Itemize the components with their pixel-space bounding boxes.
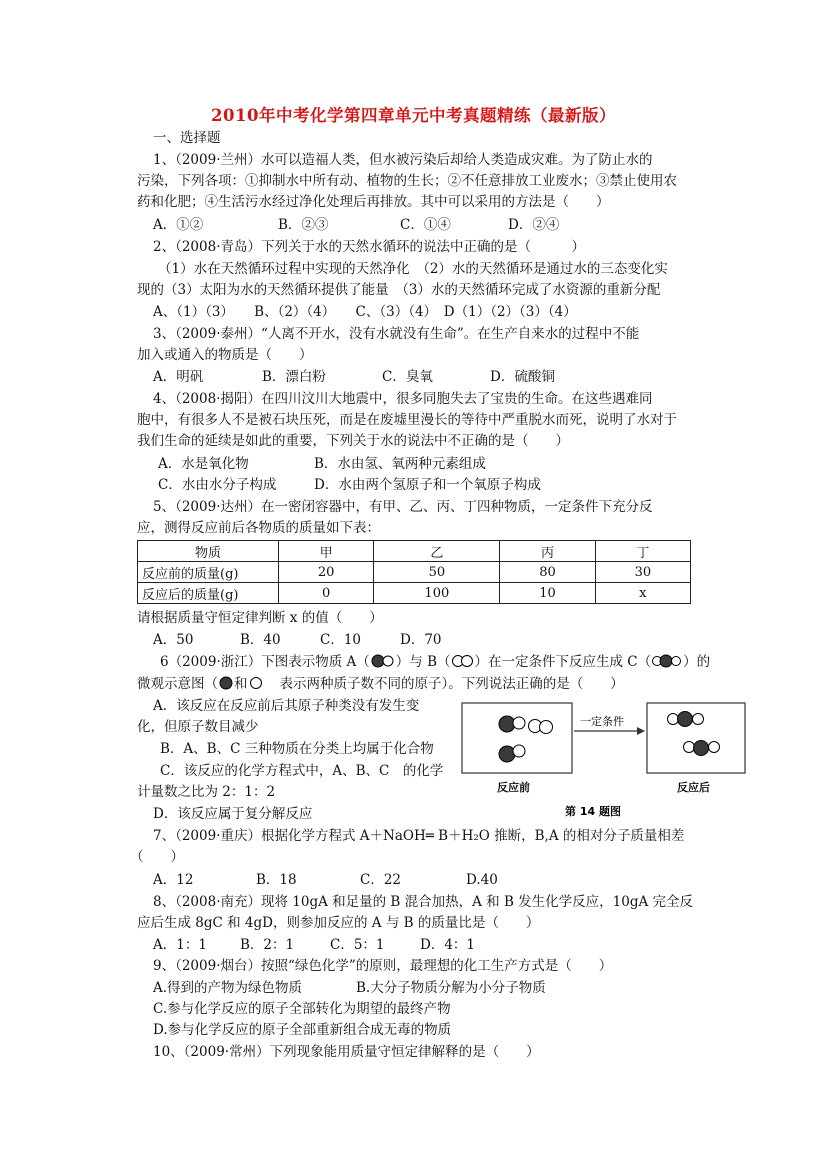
- q4-option-c: C．水由水分子构成: [158, 477, 277, 493]
- before-box: [462, 703, 572, 773]
- table-cell: 30: [595, 562, 690, 583]
- table-header-cell: 甲: [279, 541, 374, 562]
- q6-option-a: A．该反应在反应前后其原子种类没有发生变: [153, 698, 420, 714]
- q7-option-d: D.40: [466, 872, 498, 888]
- table-cell: x: [595, 583, 690, 604]
- table-header-row: [138, 541, 691, 562]
- arrow-label: 一定条件: [580, 715, 624, 728]
- section-heading: 一、选择题: [153, 130, 221, 146]
- q6-text: ）的: [683, 654, 711, 670]
- q2-line: 现的（3）太阳为水的天然循环提供了能量 （3）水的天然循环完成了水资源的重新分配: [137, 282, 661, 298]
- figure-caption: 第 14 题图: [565, 805, 621, 818]
- q4-option-d: D．水由两个氢原子和一个氧原子构成: [314, 477, 541, 493]
- q4-line: 4、（2008·揭阳）在四川汶川大地震中，很多同胞失去了宝贵的生命。在这些遇难同: [153, 391, 653, 407]
- q6-option-a-cont: 化，但原子数目减少: [137, 719, 259, 735]
- q9-option-c: C.参与化学反应的原子全部转化为期望的最终产物: [153, 1001, 451, 1017]
- q1-option-d: D．②④: [508, 217, 560, 233]
- q9-option-a: A.得到的产物为绿色物质: [153, 980, 303, 996]
- q5-option-d: D．70: [400, 632, 442, 648]
- q6-option-d: D．该反应属于复分解反应: [153, 806, 313, 822]
- q2-line: （1）水在天然循环过程中实现的天然净化 （2）水的天然循环是通过水的三态变化实: [158, 261, 668, 277]
- q3-line: 3、（2009·泰州）“人离不开水，没有水就没有生命”。在生产自来水的过程中不能: [153, 326, 640, 342]
- table-header-cell: 丙: [500, 541, 595, 562]
- page-title: 2010年中考化学第四章单元中考真题精练（最新版）: [211, 106, 616, 125]
- q8-option-c: C．5：1: [330, 937, 385, 953]
- molecule-c-icon: [651, 654, 683, 668]
- q3-option-d: D．硫酸铜: [490, 369, 555, 385]
- q10-line: 10、（2009·常州）下列现象能用质量守恒定律解释的是（ ）: [153, 1044, 540, 1060]
- q5-option-a: A．50: [153, 632, 194, 648]
- q7-option-a: A．12: [153, 872, 194, 888]
- q6-text: 6（2009·浙江）下图表示物质 A（: [160, 654, 370, 670]
- table-header-cell: 乙: [374, 541, 500, 562]
- table-header-cell: 物质: [138, 541, 279, 562]
- q4-line: 我们生命的延续是如此的重要，下列关于水的说法中不正确的是（ ）: [137, 433, 569, 449]
- molecule-a: [499, 745, 525, 762]
- table-cell: 20: [279, 562, 374, 583]
- before-label: 反应前: [497, 781, 530, 794]
- q9-option-b: B.大分子物质分解为小分子物质: [356, 980, 546, 996]
- q6-option-b: B．A、B、C 三种物质在分类上均属于化合物: [160, 741, 434, 757]
- table-cell: 0: [279, 583, 374, 604]
- arrow-head: [637, 727, 645, 735]
- q8-option-a: A．1：1: [153, 937, 207, 953]
- q1-option-a: A．①②: [153, 217, 204, 233]
- molecule-c: [668, 712, 704, 727]
- q5-option-c: C．10: [320, 632, 362, 648]
- table-row: [138, 583, 691, 604]
- q1-option-c: C．①④: [400, 217, 451, 233]
- q6-text: ）在一定条件下反应生成 C（: [474, 654, 652, 670]
- q2-options: A、（1）（3） B、（2）（4） C、（3）（4） D（1）（2）（3）（4）: [153, 304, 577, 320]
- table-cell: 80: [500, 562, 595, 583]
- mass-table: [137, 540, 691, 604]
- q9-line: 9、（2009·烟台）按照“绿色化学”的原则，最理想的化工生产方式是（ ）: [153, 958, 613, 974]
- q6-line: [160, 653, 710, 671]
- q7-option-b: B．18: [256, 872, 297, 888]
- table-cell: 50: [374, 562, 500, 583]
- q8-line: 8、（2008·南充）现将 10gA 和足量的 B 混合加热，A 和 B 发生化学反应，10gA 完全反: [153, 894, 694, 910]
- q6-text: 微观示意图（: [137, 676, 218, 692]
- molecule-a: [499, 716, 525, 732]
- q7-line: 7、（2009·重庆）根据化学方程式 A＋NaOH═ B＋H₂O 推断，B,A 的相对分子质量相差: [153, 828, 685, 844]
- molecule-b-icon: [451, 654, 475, 668]
- q6-option-c: C．该反应的化学方程式中，A、B、C 的化学: [160, 763, 444, 779]
- q7-line: （ ）: [130, 849, 184, 865]
- dark-atom-icon: [218, 676, 234, 690]
- q8-line: 应后生成 8gC 和 4gD，则参加反应的 A 与 B 的质量比是（ ）: [137, 915, 540, 931]
- q4-option-b: B．水由氢、氧两种元素组成: [314, 456, 486, 472]
- q6-text: 表示两种质子数不同的原子）。下列说法正确的是（ ）: [279, 676, 624, 692]
- q3-option-a: A．明矾: [153, 369, 204, 385]
- q5-line: 应，测得反应前后各物质的质量如下表：: [137, 520, 380, 536]
- after-label: 反应后: [677, 781, 710, 794]
- q5-option-b: B．40: [240, 632, 281, 648]
- q5-line: 请根据质量守恒定律判断 x 的值（ ）: [137, 610, 383, 626]
- reaction-diagram: [461, 699, 751, 829]
- q6-text: 和: [234, 676, 248, 692]
- light-atom-icon: [248, 676, 264, 690]
- table-cell: 10: [500, 583, 595, 604]
- q1-line: 药和化肥；④生活污水经过净化处理后再排放。其中可以采用的方法是（ ）: [137, 194, 610, 210]
- q4-line: 胞中，有很多人不是被石块压死，而是在废墟里漫长的等待中严重脱水而死，说明了水对于: [137, 412, 677, 428]
- q3-option-c: C．臭氧: [382, 369, 433, 385]
- table-cell: 反应后的质量(g): [138, 583, 279, 604]
- q5-line: 5、（2009·达州）在一密闭容器中，有甲、乙、丙、丁四种物质，一定条件下充分反: [153, 499, 653, 515]
- q3-option-b: B．漂白粉: [262, 369, 326, 385]
- table-cell: 反应前的质量(g): [138, 562, 279, 583]
- q3-line: 加入或通入的物质是（ ）: [137, 347, 313, 363]
- q9-option-d: D.参与化学反应的原子全部重新组合成无毒的物质: [153, 1022, 452, 1038]
- q1-line: 1、（2009·兰州）水可以造福人类，但水被污染后却给人类造成灾难。为了防止水的: [153, 152, 653, 168]
- q1-option-b: B．②③: [278, 217, 329, 233]
- q6-option-c-cont: 计量数之比为 2：1：2: [137, 784, 276, 800]
- q7-option-c: C．22: [360, 872, 402, 888]
- molecule-a-icon: [370, 654, 396, 668]
- q8-option-b: B．2：1: [240, 937, 295, 953]
- q6-line: [137, 675, 624, 693]
- molecule-b: [529, 720, 553, 734]
- q4-option-a: A．水是氧化物: [158, 456, 249, 472]
- q6-text: ）与 B（: [395, 654, 451, 670]
- table-row: [138, 562, 691, 583]
- table-header-cell: 丁: [595, 541, 690, 562]
- q1-line: 污染，下列各项：①抑制水中所有动、植物的生长；②不任意排放工业废水；③禁止使用农: [137, 173, 677, 189]
- table-cell: 100: [374, 583, 500, 604]
- q2-line: 2、（2008·青岛）下列关于水的天然水循环的说法中正确的是（ ）: [153, 239, 585, 255]
- molecule-c: [684, 741, 720, 756]
- q8-option-d: D．4：1: [420, 937, 476, 953]
